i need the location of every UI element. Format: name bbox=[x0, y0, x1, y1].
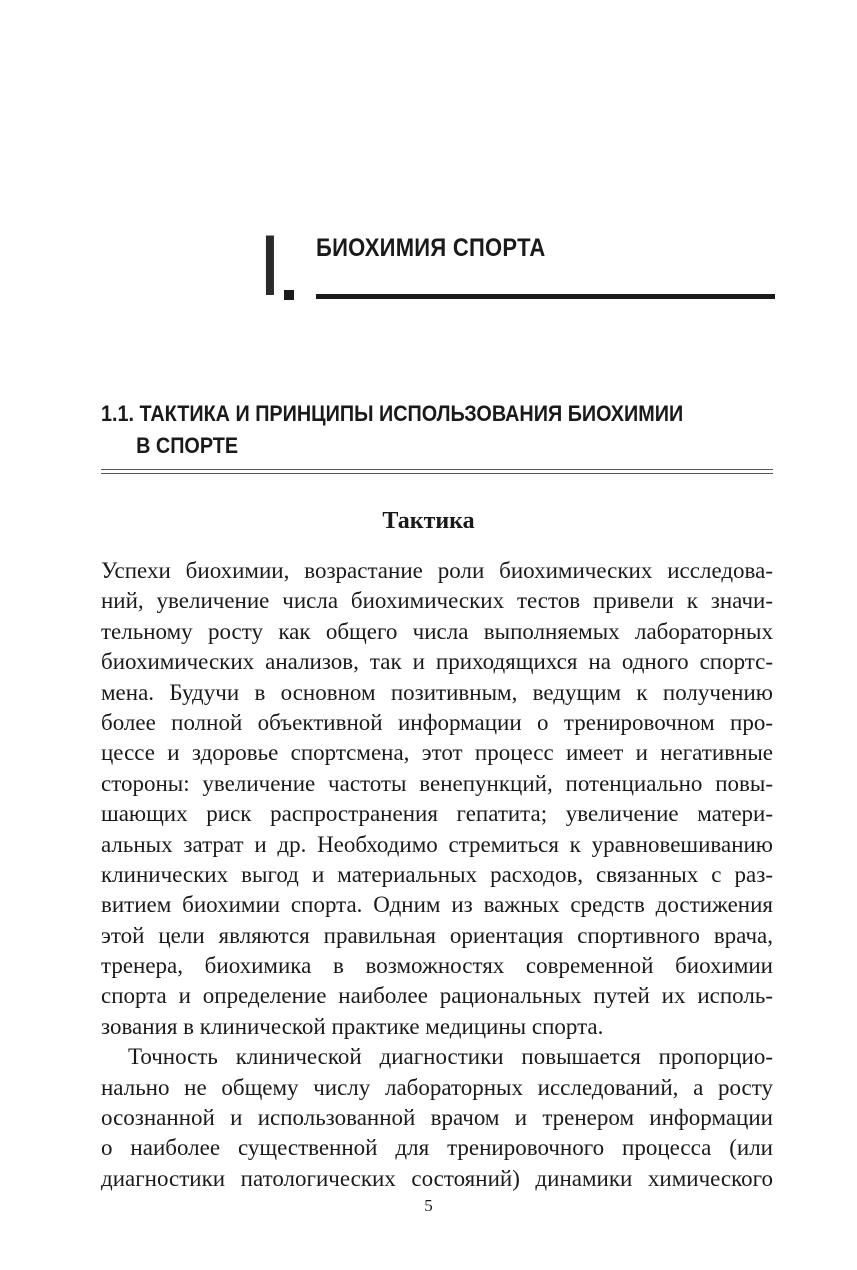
body-text bbox=[101, 556, 773, 1194]
text-line: более полной объективной информации о тренировочном про- bbox=[101, 709, 773, 735]
paragraph-2 bbox=[101, 1042, 773, 1194]
paragraph-1 bbox=[101, 556, 773, 1042]
text-line: ний, увеличение числа биохимических тестов привели к значи- bbox=[101, 588, 773, 614]
section-divider bbox=[101, 469, 773, 474]
text-line: тренера, биохимика в возможностях современной биохимии bbox=[101, 953, 773, 979]
text-line: шающих риск распространения гепатита; увеличение матери- bbox=[101, 801, 773, 827]
text-line: Успехи биохимии, возрастание роли биохимических исследова- bbox=[101, 558, 773, 583]
text-line: этой цели являются правильная ориентация спортивного врача, bbox=[101, 922, 773, 948]
subheading: Тактика bbox=[382, 508, 475, 534]
text-line: цессе и здоровье спортсмена, этот процесс имеет и негативные bbox=[101, 740, 773, 766]
part-title: БИОХИМИЯ СПОРТА bbox=[316, 234, 546, 262]
text-line: нально не общему числу лабораторных исследований, а росту bbox=[101, 1074, 773, 1100]
text-line: биохимических анализов, так и приходящихся на одного спортс- bbox=[101, 649, 773, 675]
text-line: витием биохимии спорта. Одним из важных средств достижения bbox=[101, 892, 773, 918]
text-line: спорта и определение наиболее рациональных путей их исполь- bbox=[101, 983, 773, 1009]
text-line: стороны: увеличение частоты венепункций, потенциально повы- bbox=[101, 770, 773, 796]
section-heading-line-2: В СПОРТЕ bbox=[136, 433, 239, 458]
text-line: альных затрат и др. Необходимо стремиться к уравновешиванию bbox=[101, 831, 773, 857]
text-line: клинических выгод и материальных расходов, связанных с раз- bbox=[101, 861, 773, 887]
text-line: зования в клинической практике медицины спорта. bbox=[101, 1013, 604, 1039]
part-numeral-dot bbox=[284, 290, 294, 300]
text-line: о наиболее существенной для тренировочного процесса (или bbox=[101, 1135, 773, 1161]
text-line: осознанной и использованной врачом и тренером информации bbox=[101, 1105, 773, 1131]
section-heading-line-1: 1.1. ТАКТИКА И ПРИНЦИПЫ ИСПОЛЬЗОВАНИЯ БИОХИМИИ bbox=[101, 401, 684, 426]
part-numeral: I bbox=[258, 218, 282, 314]
part-title-rule bbox=[316, 294, 775, 299]
section-heading bbox=[101, 398, 801, 462]
text-line: мена. Будучи в основном позитивным, ведущим к получению bbox=[101, 679, 773, 705]
text-line: тельному росту как общего числа выполняемых лабораторных bbox=[101, 618, 773, 644]
text-line: Точность клинической диагностики повышается пропорцио- bbox=[128, 1044, 773, 1070]
page-number: 5 bbox=[424, 1196, 433, 1215]
text-line: диагностики патологических состояний) динамики химического bbox=[101, 1165, 773, 1191]
